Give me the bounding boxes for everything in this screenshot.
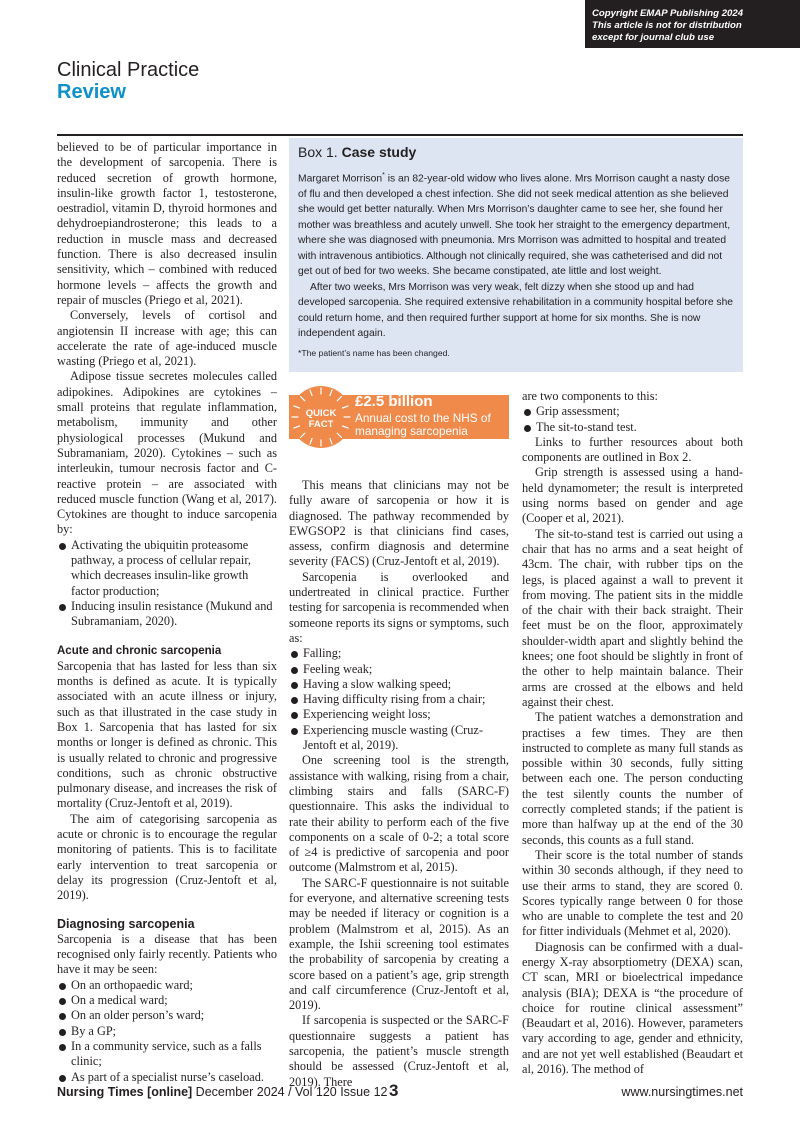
- list-item: Experiencing weight loss;: [289, 707, 509, 722]
- paragraph: Their score is the total number of stands within 30 seconds although, if they need to use their arms to stand, they are scored 0. Scores typically range between 0 for those who are unable to complete the test and 20 for fitter individuals (Mehmet et al, 2020).: [522, 847, 743, 939]
- paragraph: Sarcopenia is overlooked and undertreated in clinical practice. Further testing for sarcopenia is recommended when someone reports its signs or symptoms, such as:: [289, 569, 509, 645]
- copyright-line: Copyright EMAP Publishing 2024: [592, 8, 744, 19]
- subheading: Acute and chronic sarcopenia: [57, 644, 222, 657]
- box-heading: Case study: [341, 144, 417, 160]
- paragraph: The aim of categorising sarcopenia as acute or chronic is to encourage the regular monitoring of patients. This is to facilitate early intervention to treat sarcopenia or delay its progression (Cruz-Jentoft et al, 2019).: [57, 811, 277, 903]
- list-item: On an older person’s ward;: [57, 1008, 277, 1023]
- journal-name: Nursing Times [online]: [57, 1085, 193, 1099]
- paragraph: The SARC-F questionnaire is not suitable for everyone, and alternative screening tests may be needed if literacy or cognition is a problem (Malmstrom et al, 2015). As an example, the Ishii screening tool estimates the probability of sarcopenia by creating a score based on a patient’s age, grip strength and calf circumference (Cruz-Jentoft et al, 2019).: [289, 875, 509, 1013]
- paragraph: Links to further resources about both components are outlined in Box 2.: [522, 434, 743, 465]
- paragraph: Adipose tissue secretes molecules called adipokines. Adipokines are cytokines – small proteins that regulate inflammation, metabolism, immunity and other physiological processes (Mukund and Subramaniam, 2020). Cytokines – such as interleukin, tumour necrosis factor and C-reactive protein – are associated with reduced muscle function (Wang et al, 2017). Cytokines are thought to induce sarcopenia by:: [57, 369, 277, 537]
- box-footnote: *The patient’s name has been changed.: [298, 347, 450, 358]
- paragraph: Grip strength is assessed using a hand-held dynamometer; the result is interpreted using norms based on gender and age (Cooper et al, 2021).: [522, 465, 743, 526]
- quick-fact-badge-icon: [289, 385, 353, 449]
- paragraph: Conversely, levels of cortisol and angiotensin II increase with age; this can accelerate the rate of age-induced muscle wasting (Priego et al, 2021).: [57, 308, 277, 369]
- copyright-line: except for journal club use: [592, 32, 715, 43]
- box-label: Box 1.: [298, 144, 338, 160]
- quick-fact-text: Annual cost to the NHS of managing sarcopenia: [355, 411, 491, 438]
- box-paragraph: [298, 168, 734, 280]
- badge-line-2: FACT: [308, 419, 334, 430]
- box-body: [298, 168, 734, 360]
- strength-component-list: [522, 404, 743, 435]
- paragraph: are two components to this:: [522, 389, 658, 403]
- box-title: [298, 142, 734, 162]
- footnote-mark: *: [382, 172, 385, 179]
- list-item: Activating the ubiquitin proteasome pathway, a process of cellular repair, which decreases insulin-like growth factor production;: [57, 538, 277, 599]
- list-item: In a community service, such as a falls clinic;: [57, 1039, 277, 1070]
- patient-name: Margaret Morrison: [298, 173, 383, 185]
- footer-citation: [57, 1085, 387, 1099]
- case-study-box: [289, 138, 743, 372]
- copyright-notice: [585, 0, 800, 48]
- paragraph: The patient watches a demonstration and practises a few times. They are then instructed to complete as many full stands as possible within 30 seconds, fully sitting between each one. The person conducting the test silently counts the number of correctly completed stands; if the patient is more than halfway up at the end of the 30 seconds, this counts as a full stand.: [522, 710, 743, 847]
- list-item: As part of a specialist nurse’s caseload.: [57, 1070, 277, 1085]
- subheading: Diagnosing sarcopenia: [57, 916, 195, 931]
- section-subtitle: Review: [57, 81, 126, 103]
- badge-line-1: QUICK: [305, 408, 337, 419]
- header-rule: [57, 134, 743, 136]
- website-link[interactable]: www.nursingtimes.net: [621, 1085, 743, 1099]
- paragraph: The sit-to-stand test is carried out using a chair that has no arms and a seat height of 43cm. The chair, with rubber tips on the legs, is placed against a wall to prevent it from moving. The patient sits in the middle of the chair with their back straight. Their feet must be on the floor, approximately shoulder-width apart and slightly behind the knees; one foot should be slightly in front of the other to help maintain balance. Their arms are crossed at the elbows and held against their chest.: [522, 526, 743, 709]
- care-setting-list: [57, 978, 277, 1085]
- list-item: Having difficulty rising from a chair;: [289, 692, 509, 707]
- paragraph: If sarcopenia is suspected or the SARC-F questionnaire suggests a patient has sarcopenia, the patient’s muscle strength should be assessed (Cruz-Jentoft et al, 2019). There: [289, 1013, 509, 1089]
- copyright-line: This article is not for distribution: [592, 20, 742, 31]
- paragraph: This means that clinicians may not be fully aware of sarcopenia or how it is diagnosed. The pathway recommended by EWGSOP2 is that clinicians find cases, assess, confirm diagnosis and determine severity (FACS) (Cruz-Jentoft et al, 2019).: [289, 478, 509, 569]
- list-item: Experiencing muscle wasting (Cruz-Jentoft et al, 2019).: [289, 723, 509, 754]
- box-paragraph: After two weeks, Mrs Morrison was very weak, felt dizzy when she stood up and had developed sarcopenia. She required extensive rehabilitation in a community hospital before she could return home, and then required further support at home for six months. She is now independent again.: [298, 281, 734, 340]
- list-item: On an orthopaedic ward;: [57, 978, 277, 993]
- issue-info: December 2024 / Vol 120 Issue 12: [192, 1085, 388, 1099]
- list-item: Falling;: [289, 646, 509, 661]
- quick-fact-headline: £2.5 billion: [355, 393, 433, 410]
- list-item: Inducing insulin resistance (Mukund and Subramaniam, 2020).: [57, 599, 277, 630]
- paragraph: Diagnosis can be confirmed with a dual-energy X-ray absorptiometry (DEXA) scan, CT scan, MRI or bioelectrical impedance analysis (BIA); DEXA is “the procedure of choice for routine clinical assessment” (Beaudart et al, 2016). However, parameters vary according to age, gender and ethnicity, and are not yet well established (Beaudart et al, 2016). The method of: [522, 939, 743, 1077]
- list-item: Having a slow walking speed;: [289, 677, 509, 692]
- list-item: On a medical ward;: [57, 993, 277, 1008]
- list-item: By a GP;: [57, 1024, 277, 1039]
- paragraph: One screening tool is the strength, assistance with walking, rising from a chair, climbing stairs and falls (SARC-F) questionnaire. This asks the individual to rate their ability to perform each of the five components on a scale of 0-2; a total score of ≥4 is predictive of sarcopenia and poor outcome (Malmstrom et al, 2015).: [289, 753, 509, 875]
- column-3: [522, 389, 743, 1077]
- column-2: [289, 478, 509, 1090]
- page-number: 3: [389, 1081, 399, 1100]
- symptom-list: [289, 646, 509, 753]
- section-title: Clinical Practice: [57, 59, 200, 81]
- paragraph: Sarcopenia that has lasted for less than six months is defined as acute. It is typically associated with an acute illness or injury, such as that illustrated in the case study in Box 1. Sarcopenia that has lasted for six months or longer is defined as chronic. This is usually related to chronic and progressive conditions, such as chronic obstructive pulmonary disease, and increases the risk of mortality (Cruz-Jentoft et al, 2019).: [57, 658, 277, 811]
- list-item: Grip assessment;: [522, 404, 743, 419]
- list-item: Feeling weak;: [289, 662, 509, 677]
- box-paragraph-text: is an 82-year-old widow who lives alone. Mrs Morrison caught a nasty dose of flu and then developed a chest infection. She did not seek medical attention as she believed she would get better naturally. When Mrs Morrison’s daughter came to see her, she found her mother was breathless and acutely unwell. She took her straight to the emergency department, where she was diagnosed with pneumonia. Mrs Morrison was admitted to hospital and treated with intravenous antibiotics. Although not clinically required, she was catheterised and did not get out of bed for two weeks. She became constipated, ate little and lost weight.: [298, 173, 731, 278]
- paragraph: Sarcopenia is a disease that has been recognised only fairly recently. Patients who have it may be seen:: [57, 931, 277, 977]
- cytokine-mechanism-list: [57, 538, 277, 630]
- column-1: [57, 140, 277, 1085]
- list-item: The sit-to-stand test.: [522, 420, 743, 435]
- paragraph: believed to be of particular importance in the development of sarcopenia. There is reduced secretion of growth hormone, insulin-like growth factor 1, testosterone, oestradiol, vitamin D, thyroid hormones and dehydroepiandrosterone; this leads to a reduction in muscle mass and decreased function. There is also decreased insulin sensitivity, which – combined with reduced hormone levels – affects the growth and repair of muscles (Priego et al, 2021).: [57, 140, 277, 307]
- quick-fact: [289, 385, 509, 457]
